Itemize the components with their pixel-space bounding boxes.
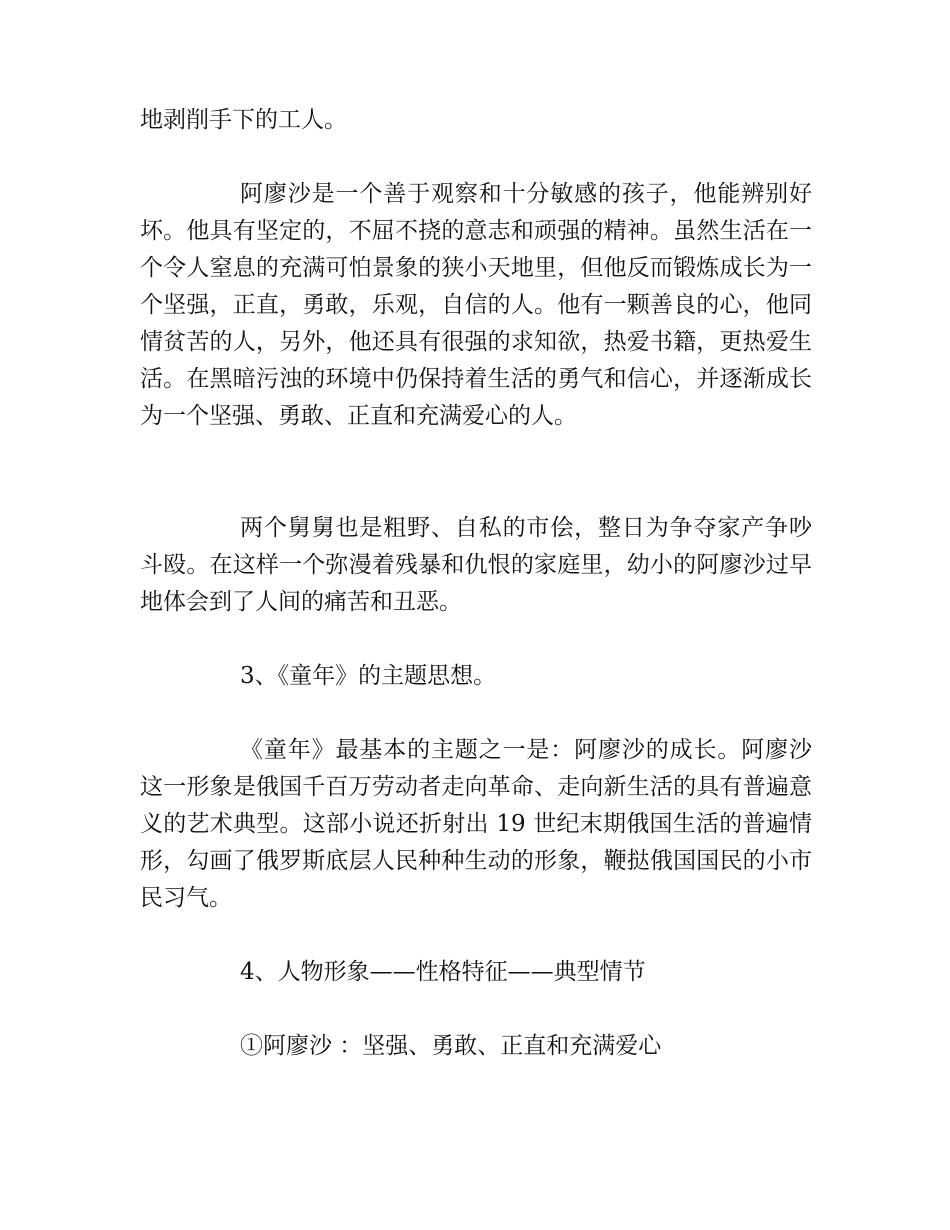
heading-theme: 3、《童年》的主题思想。: [240, 663, 497, 689]
paragraph-alyosha-character: 阿廖沙是一个善于观察和十分敏感的孩子，他能辨别好坏。他具有坚定的，不屈不挠的意志和顽强的精神。虽然生活在一个令人窒息的充满可怕景象的狭小天地里，但他反而锻炼成长为一个坚强，正直，勇敢，乐观，自信的人。他有一颗善良的心，他同情贫苦的人，另外，他还具有很强的求知欲，热爱书籍，更热爱生活。在黑暗污浊的环境中仍保持着生活的勇气和信心，并逐渐成长为一个坚强、勇敢、正直和充满爱心的人。: [140, 181, 812, 429]
paragraph-theme: 《童年》最基本的主题之一是：阿廖沙的成长。阿廖沙这一形象是俄国千百万劳动者走向革命、走向新生活的具有普遍意义的艺术典型。这部小说还折射出 19 世纪末期俄国生活的普遍情形，勾画了俄罗斯底层人民种种生动的形象，鞭挞俄国国民的小市民习气。: [140, 737, 812, 911]
paragraph-uncles: 两个舅舅也是粗野、自私的市侩，整日为争夺家产争吵斗殴。在这样一个弥漫着残暴和仇恨的家庭里，幼小的阿廖沙过早地体会到了人间的痛苦和丑恶。: [140, 515, 812, 615]
list-item-alyosha: ①阿廖沙 ：坚强、勇敢、正直和充满爱心: [240, 1033, 662, 1059]
heading-characters: 4、人物形象——性格特征——典型情节: [240, 959, 646, 985]
paragraph-continuation: 地剥削手下的工人。: [140, 107, 347, 133]
